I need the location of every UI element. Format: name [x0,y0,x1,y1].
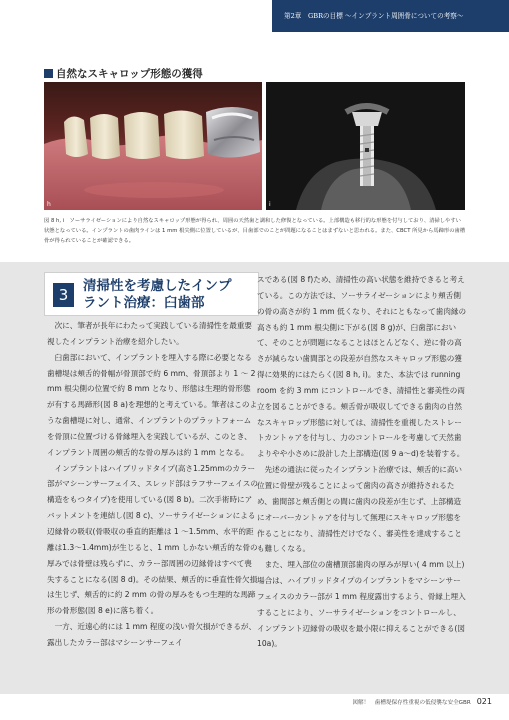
subsection-title-line2: ラント治療：臼歯部 [83,295,205,311]
subsection-title-line1: 清掃性を考慮したインプ [83,278,232,294]
subsection-number-badge: 3 [53,283,74,307]
section-square-icon [44,69,53,78]
body-column-right [257,272,467,652]
clinical-photo [44,82,262,210]
body-paragraph: 次に、筆者が長年にわたって実践している清掃性を最重要視したインプラント治療を紹介したい。 [47,321,253,346]
body-column-left [47,318,258,651]
subsection-title [83,278,232,312]
cbct-illustration [266,82,465,210]
chapter-header-band [272,0,509,32]
body-paragraph: また、埋入部位の歯槽頂部歯肉の厚みが厚い( 4 mm 以上)場合は、ハイブリッドタイプのインプラントをマシーンサーフェイスのカラー部が 1 mm 程度露出するよう、骨縁上埋入することにより、ソーサライゼーションをコントロールし、インプラント辺縁骨の吸収を最小限に抑えることができる(図10a)。 [257,560,466,649]
section-heading [44,66,203,81]
chapter-title: 第2章 GBRの目標 ～インプラント周囲骨についての考察～ [284,12,464,20]
subsection-heading [44,272,259,316]
clinical-photo-illustration [44,82,262,210]
cbct-image [266,82,465,210]
section-title: 自然なスキャロップ形態の獲得 [56,68,203,80]
body-paragraph: 先述の通法に従ったインプラント治療では、頬舌的に高い位置に骨壁が残ることによって歯肉の高さが維持されるため、歯間部と頬舌側との間に歯肉の段差が生じず、上部構造にオーバーカントゥアを付与して無理にスキャロップ形態を作ることになり、清掃性だけでなく、審美性を達成することも難しくなる。 [257,465,463,554]
body-paragraph: 臼歯部において、インプラントを埋入する際に必要となる歯槽堤は頬舌的骨幅が骨頂部で約 6 mm、骨頂部より 1 ～ 2 mm 根尖側の位置で約 8 mm となり、形態は生理的骨形態が有する馬蹄形(図 8 a)を理想的と考えている。筆者はこのような歯槽堤に対し、通常、インプラントのプラットフォームを骨頂に位置づける骨縁埋入を実践しているが、このとき、インプラント周囲の頬舌的な骨の厚みは約 1 mm となる。 [47,352,258,457]
page-number: 021 [476,697,492,706]
figure-caption: 図 8 h, i ソーサライゼーションにより自然なスキャロップ形態が得られ、周囲の天然歯と調和した修復となっている。上部構造も移行的な形態を付与しており、清掃しやすい状態となっている。インプラントの歯肉ラインは 1 mm 根尖側に位置しているが、目歯部でのことが問題になることはまずないと思われる。また、CBCT 所見から馬蹄形の歯槽骨が得られていることが確認できる。 [44,218,466,244]
body-paragraph: スである(図 8 f)ため、清掃性の高い状態を維持できると考えている。この方法では、ソーサライゼーションにより頬舌側の骨の高さが約 1 mm 低くなり、それにともなって歯肉縁の高さも約 1 mm 根尖側に下がる(図 8 g)が、臼歯部において、そのことが問題になることはほとんどなく、逆に骨の高さが減らない歯間部との段差が自然なスキャロップ形態の獲得に効果的にはたらく(図 8 h, i)。また、本法では running room を約 3 mm にコントロールでき、清掃性と審美性の両立を図ることができる。頬舌骨が吸収してできる歯肉の自然なスキャロップ形態に対しては、清掃性を重視したストレートカントゥアを付与し、力のコントロールを考慮して天然歯よりやや小さめに設計した上部構造(図 9 a～d)を装着する。 [257,275,467,459]
footer-book-title: 図解！ 歯槽堤保存性重視の低侵襲な安全GBR [352,700,471,706]
panel-label-h: h [47,201,51,208]
page-footer [306,697,492,706]
body-paragraph: インプラントはハイブリッドタイプ(高さ1.25mmのカラー部がマシーンサーフェイス、スレッド部はラフサーフェイスの構造をもつタイプ)を使用している(図 8 b)。二次手術時にアバットメントを連結し(図 8 c)、ソーサライゼーションによる辺縁骨の吸収(骨吸収の垂直的距離は 1 ～1.5mm、水平的距離は1.3～1.4mm)が生じると、1 mm しかない頬舌的な骨の厚みでは骨壁は残らずに、カラー部周囲の辺縁骨はすべて喪失することになる(図 8 d)。その結果、頬舌的に垂直性骨欠損は生じず、頬舌的に約 2 mm の骨の厚みをもつ生理的な馬蹄形の骨形態(図 8 e)に落ち着く。 [47,463,258,616]
body-paragraph: 一方、近遠心的には 1 mm 程度の浅い骨欠損ができるが、露出したカラー部はマシーンサーフェイ [47,622,257,647]
panel-label-i: i [269,201,271,208]
